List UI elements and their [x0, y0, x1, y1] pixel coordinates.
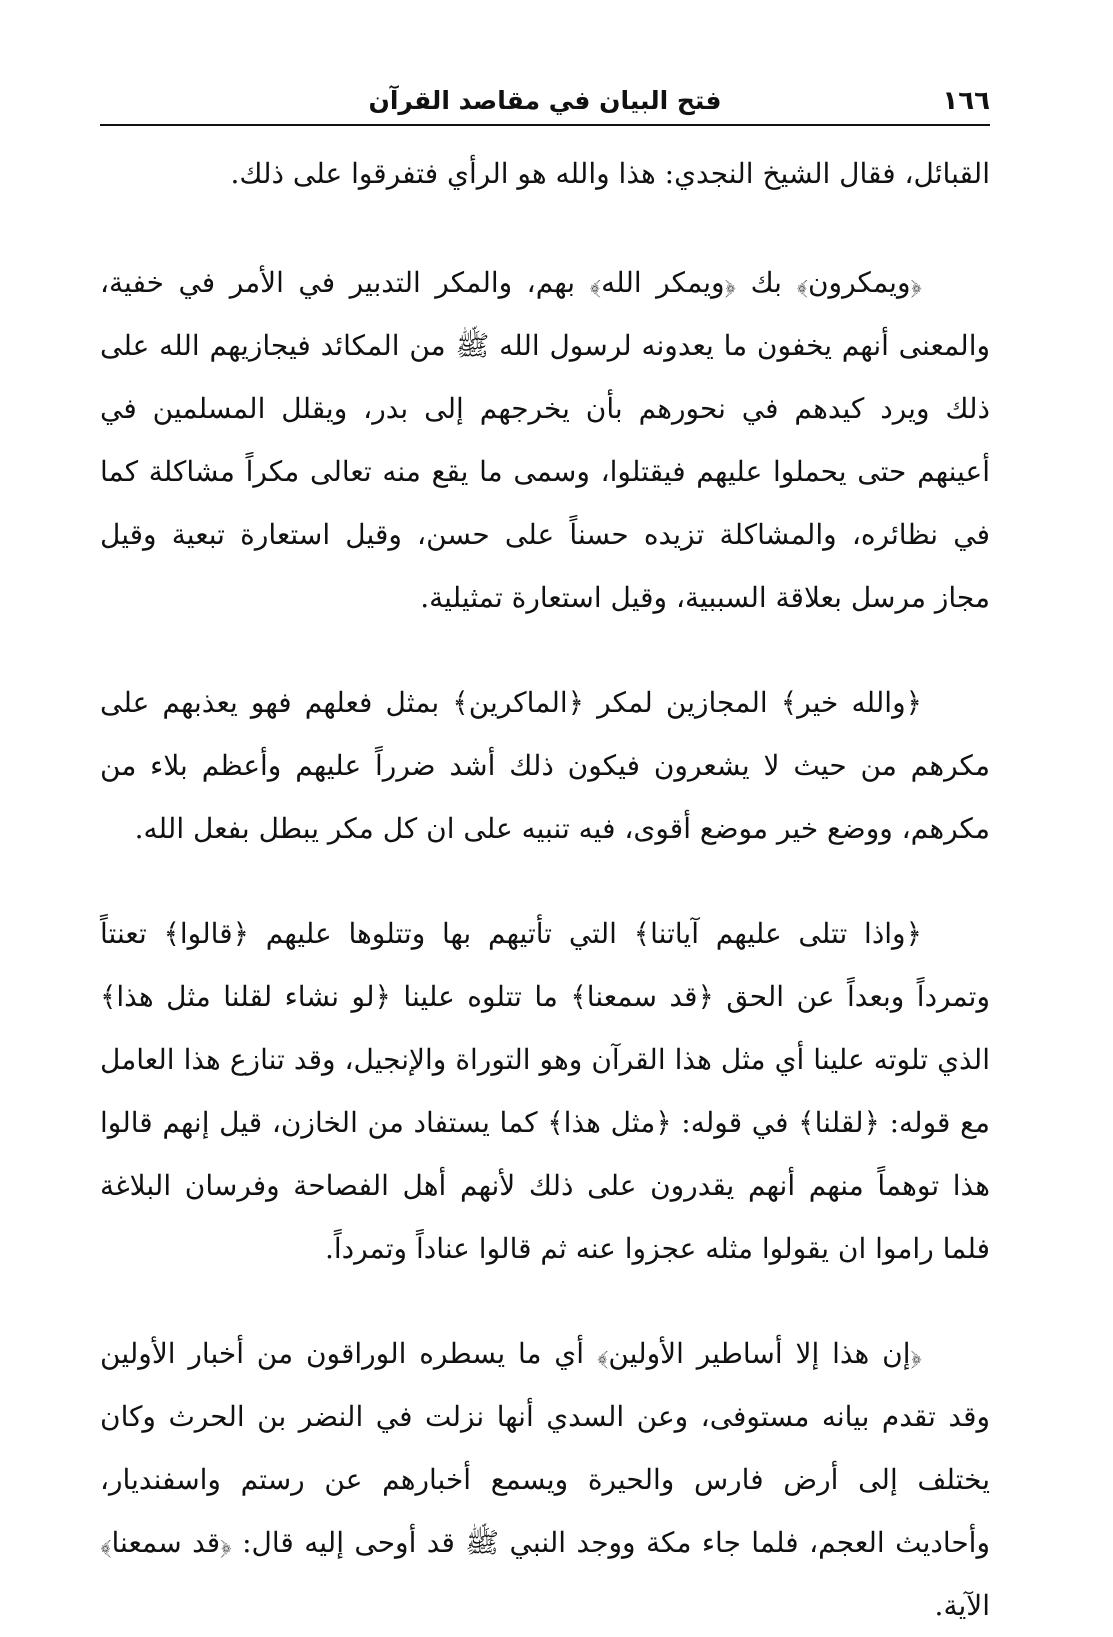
page-number: ١٦٦ — [942, 86, 990, 116]
paragraph-text: القبائل، فقال الشيخ النجدي: هذا والله هو الرأي فتفرقوا على ذلك. — [230, 157, 990, 190]
paragraph-text: ﴿ويمكرون﴾ بك ﴿ويمكر الله﴾ بهم، والمكر التدبير في الأمر في خفية، والمعنى أنهم يخفون ما يعدونه لرسول الله ﷺ من المكائد فيجازيهم الله على ذلك ويرد كيدهم في نحورهم بأن يخرجهم إلى بدر، ويقلل المسلمين في أعينهم حتى يحملوا عليهم فيقتلوا، وسمى ما يقع منه تعالى مكراً مشاكلة كما في نظائره، والمشاكلة تزيده حسناً على حسن، وقيل استعارة تبعية وقيل مجاز مرسل بعلاقة السببية، وقيل استعارة تمثيلية. — [100, 266, 991, 614]
page-header — [100, 78, 990, 122]
paragraph — [100, 142, 990, 205]
paragraph-text: ﴿واذا تتلى عليهم آياتنا﴾ التي تأتيهم بها وتتلوها عليهم ﴿قالوا﴾ تعنتاً وتمرداً وبعداً عن الحق ﴿قد سمعنا﴾ ما تتلوه علينا ﴿لو نشاء لقلنا مثل هذا﴾ الذي تلوته علينا أي مثل هذا القرآن وهو التوراة والإنجيل، وقد تنازع هذا العامل مع قوله: ﴿لقلنا﴾ في قوله: ﴿مثل هذا﴾ كما يستفاد من الخازن، قيل إنهم قالوا هذا توهماً منهم أنهم يقدرون على ذلك لأنهم أهل الفصاحة وفرسان البلاغة فلما راموا ان يقولوا مثله عجزوا عنه ثم قالوا عناداً وتمرداً. — [100, 917, 990, 1265]
running-title: فتح البيان في مقاصد القرآن — [368, 86, 722, 115]
paragraph — [100, 1322, 990, 1637]
paragraph-text: ﴿والله خير﴾ المجازين لمكر ﴿الماكرين﴾ بمثل فعلهم فهو يعذبهم على مكرهم من حيث لا يشعرون فيكون ذلك أشد ضرراً عليهم وأعظم بلاء من مكرهم، ووضع خير موضع أقوى، فيه تنبيه على ان كل مكر يبطل بفعل الله. — [100, 686, 990, 845]
header-divider — [100, 124, 990, 126]
page-body — [100, 142, 990, 1637]
paragraph — [100, 902, 990, 1280]
paragraph — [100, 251, 990, 629]
paragraph-text: ﴿إن هذا إلا أساطير الأولين﴾ أي ما يسطره الوراقون من أخبار الأولين وقد تقدم بيانه مستوفى، وعن السدي أنها نزلت في النضر بن الحرث وكان يختلف إلى أرض فارس والحيرة ويسمع أخبارهم عن رستم واسفنديار، وأحاديث العجم، فلما جاء مكة ووجد النبي ﷺ قد أوحى إليه قال: ﴿قد سمعنا﴾ الآية. — [100, 1337, 990, 1622]
paragraph — [100, 671, 990, 860]
